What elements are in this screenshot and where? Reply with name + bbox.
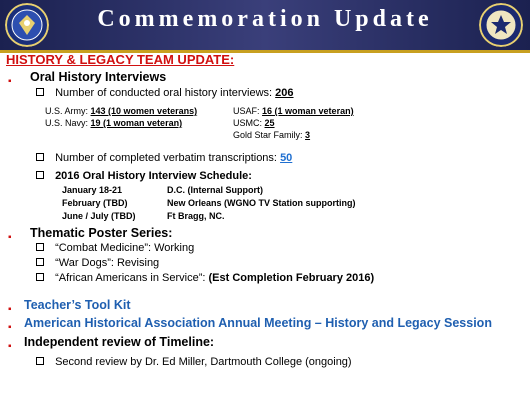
checkbox-icon	[36, 258, 44, 266]
poster-item: “African Americans in Service”: (Est Completion February 2016)	[36, 272, 374, 284]
checkbox-icon	[36, 88, 44, 96]
army-line: U.S. Army: 143 (10 women veterans)	[45, 106, 198, 116]
navy-line: U.S. Navy: 19 (1 woman veteran)	[45, 118, 183, 128]
gold-star-line: Gold Star Family: 3	[233, 130, 311, 140]
aha-bullet	[8, 317, 12, 335]
oral-history-heading: Oral History Interviews	[30, 70, 167, 84]
checkbox-icon	[36, 153, 44, 161]
schedule-heading-line: 2016 Oral History Interview Schedule:	[36, 170, 252, 182]
bullet-icon: ▪	[8, 341, 12, 352]
timeline-review-item: Second review by Dr. Ed Miller, Dartmouth College (ongoing)	[36, 356, 352, 368]
schedule-date: January 18-21	[62, 185, 123, 195]
transcriptions-value-link[interactable]: 50	[280, 152, 293, 164]
conducted-interviews-value: 206	[275, 87, 294, 99]
checkbox-icon	[36, 171, 44, 179]
usmc-line: USMC: 25	[233, 118, 275, 128]
teachers-tool-kit: Teacher’s Tool Kit	[24, 298, 131, 312]
page-title: Commemoration Update	[97, 6, 433, 32]
schedule-location: D.C. (Internal Support)	[167, 185, 263, 195]
tool-kit-bullet	[8, 299, 12, 317]
vietnam-commemoration-seal-icon	[479, 3, 523, 47]
conducted-interviews-line: Number of conducted oral history interviews: 206	[36, 87, 294, 99]
schedule-location: Ft Bragg, NC.	[167, 211, 225, 221]
checkbox-icon	[36, 357, 44, 365]
poster-series-heading: Thematic Poster Series:	[30, 226, 173, 240]
schedule-location: New Orleans (WGNO TV Station supporting)	[167, 198, 356, 208]
poster-series-bullet	[8, 227, 12, 245]
schedule-date: February (TBD)	[62, 198, 128, 208]
bullet-icon: ▪	[8, 232, 12, 243]
schedule-date: June / July (TBD)	[62, 211, 136, 221]
poster-item: “War Dogs”: Revising	[36, 257, 159, 269]
header-banner	[0, 0, 530, 50]
timeline-bullet	[8, 336, 12, 354]
bullet-icon: ▪	[8, 304, 12, 315]
section-title: HISTORY & LEGACY TEAM UPDATE:	[6, 52, 235, 67]
oral-history-bullet	[8, 71, 12, 89]
timeline-review-heading: Independent review of Timeline:	[24, 335, 215, 349]
checkbox-icon	[36, 243, 44, 251]
bullet-icon: ▪	[8, 322, 12, 333]
bullet-icon: ▪	[8, 76, 12, 87]
aha-meeting: American Historical Association Annual Meeting – History and Legacy Session	[24, 316, 492, 330]
usaf-line: USAF: 16 (1 woman veteran)	[233, 106, 354, 116]
transcriptions-line: Number of completed verbatim transcriptions: 50	[36, 152, 292, 164]
poster-item: “Combat Medicine”: Working	[36, 242, 194, 254]
checkbox-icon	[36, 273, 44, 281]
